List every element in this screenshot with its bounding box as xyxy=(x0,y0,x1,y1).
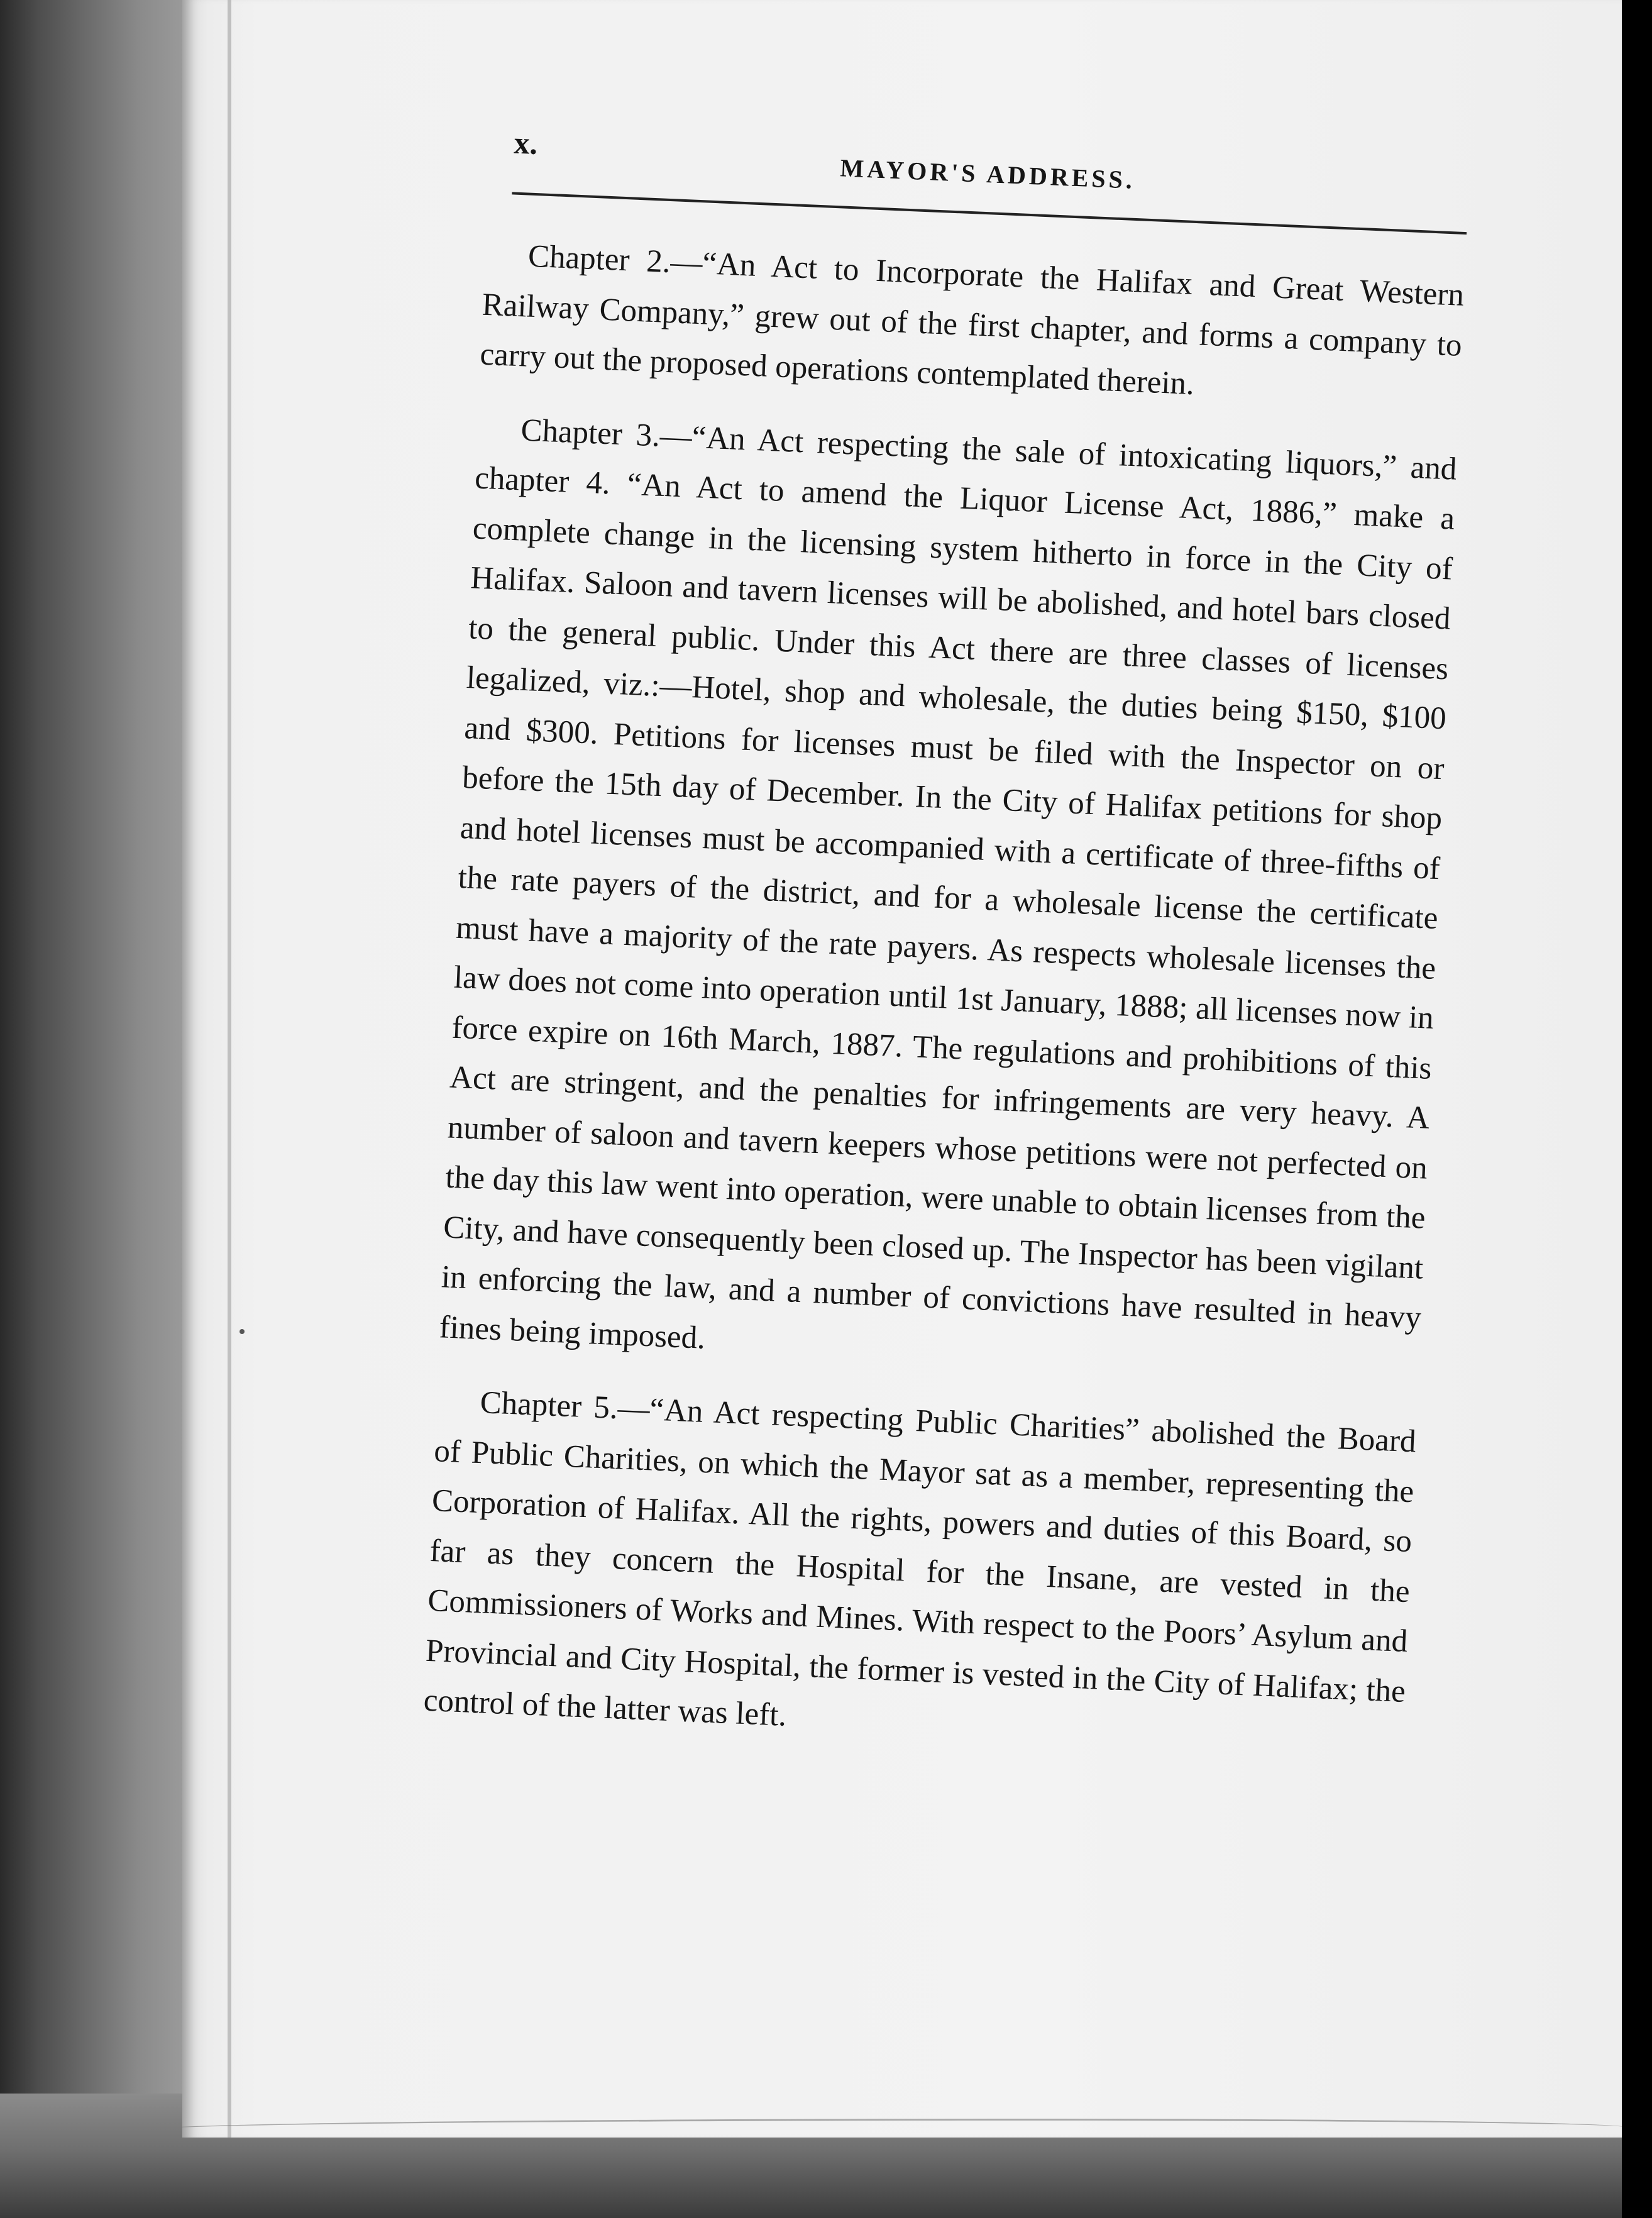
page-content xyxy=(334,107,1483,1791)
scan-border-right xyxy=(1622,0,1652,2218)
paragraph-chapter-3: Chapter 3.—“An Act respecting the sale of intoxicating liquors,” and chapter 4. “An Act to amend the Liquor License Act, 1886,” make a complete change in the licensing system hitherto in force in the City of Halifax. Saloon and tavern licenses will be abolished, and hotel bars closed to the general public. Under this Act there are three classes of licenses legalized, viz.:—Hotel, shop and wholesale, the duties being $150, $100 and $300. Petitions for licenses must be filed with the Inspector on or before the 15th day of December. In the City of Halifax petitions for shop and hotel licenses must be accompanied with a certificate of three-fifths of the rate payers of the district, and for a wholesale license the certificate must have a majority of the rate payers. As respects wholesale licenses the law does not come into operation until 1st January, 1888; all licenses now in force expire on 16th March, 1887. The regulations and prohibitions of this Act are stringent, and the penalties for infringements are very heavy. A number of saloon and tavern keepers whose petitions were not perfected on the day this law went into operation, were unable to obtain licenses from the City, and have consequently been closed up. The Inspector has been vigilant in enforcing the law, and a number of convictions have resulted in heavy fines being imposed. xyxy=(438,412,1458,1356)
page-edge-shadow xyxy=(228,0,231,2138)
scan-speck xyxy=(240,1329,245,1334)
page-bottom-curl xyxy=(145,2119,1628,2146)
page-number: x. xyxy=(513,124,539,162)
paragraph-chapter-2: Chapter 2.—“An Act to Incorporate the Halifax and Great Western Railway Company,” grew out of the first chapter, and forms a company to carry out the proposed operations contemplated therein. xyxy=(479,238,1465,402)
body-text xyxy=(334,226,1465,1767)
paragraph-chapter-5: Chapter 5.—“An Act respecting Public Charities” abolished the Board of Public Charities, on which the Mayor sat as a member, representing the Corporation of Halifax. All the rights, powers and duties of this Board, so far as they concern the Hospital for the Insane, are vested in the Commissioners of Works and Mines. With respect to the Poors’ Asylum and Provincial and City Hospital, the former is vested in the City of Halifax; the control of the latter was left. xyxy=(422,1385,1417,1733)
backing-board xyxy=(0,0,189,2218)
header-rule xyxy=(512,192,1467,234)
running-head-title: MAYOR'S ADDRESS. xyxy=(839,153,1136,194)
